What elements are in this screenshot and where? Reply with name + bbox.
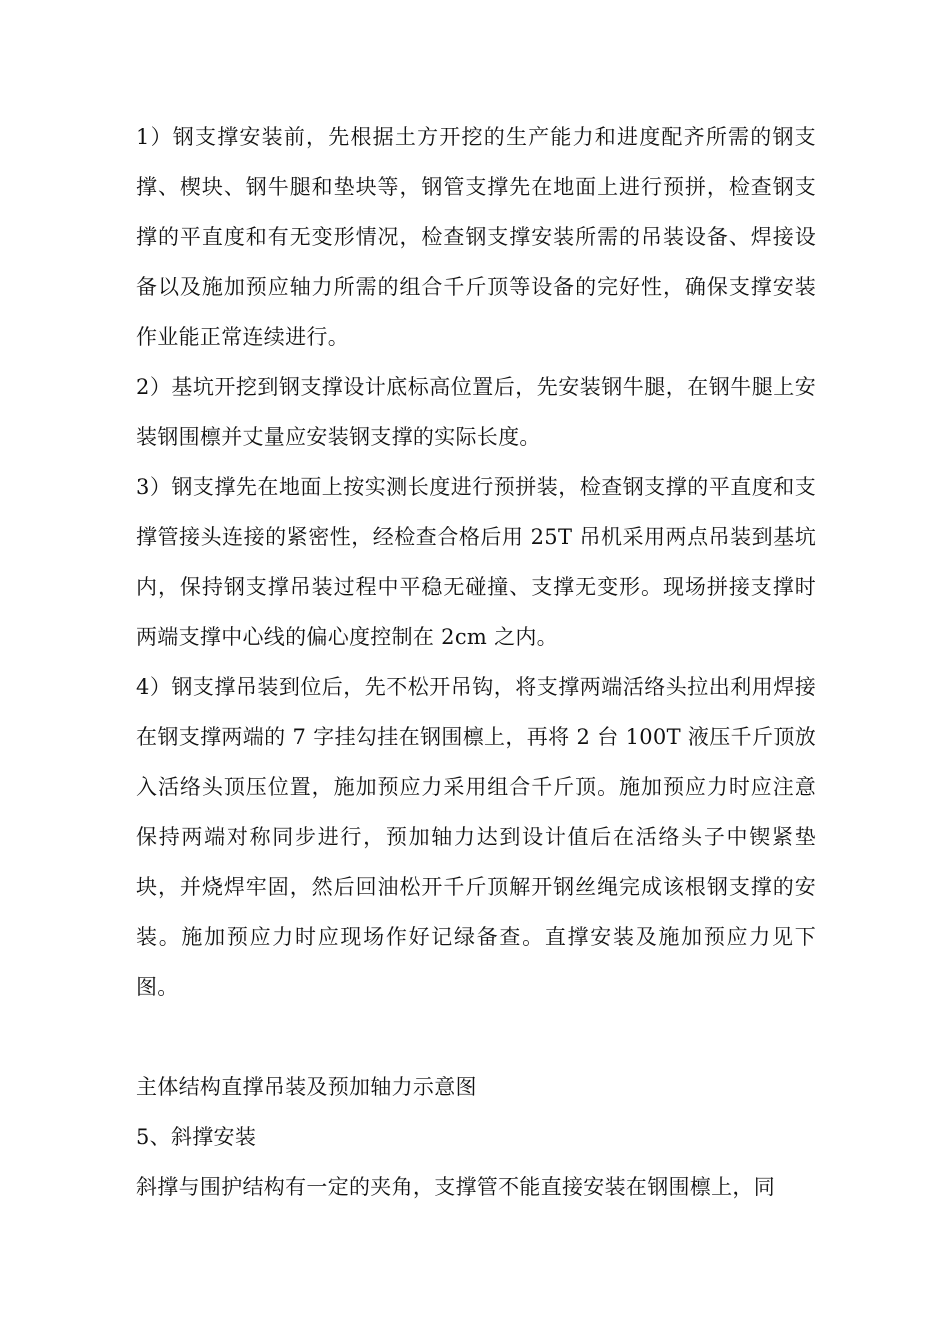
paragraph-step-4: 4）钢支撑吊装到位后，先不松开吊钩，将支撑两端活络头拉出利用焊接在钢支撑两端的 7 字挂勾挂在钢围檩上，再将 2 台 100T 液压千斤顶放入活络头顶压位置，施加预应力采用组合千斤顶。施加预应力时应注意保持两端对称同步进行，预加轴力达到设计值后在活络头子中锲紧垫块，并烧焊牢固，然后回油松开千斤顶解开钢丝绳完成该根钢支撑的安装。施加预应力时应现场作好记绿备查。直撑安装及施加预应力见下图。 (136, 675, 816, 999)
paragraph-step-3: 3）钢支撑先在地面上按实测长度进行预拼装，检查钢支撑的平直度和支撑管接头连接的紧密性，经检查合格后用 25T 吊机采用两点吊装到基坑内，保持钢支撑吊装过程中平稳无碰撞、支撑无变形。现场拼接支撑时两端支撑中心线的偏心度控制在 2cm 之内。 (136, 475, 816, 649)
figure-caption: 主体结构直撑吊装及预加轴力示意图 (136, 1075, 477, 1099)
document-body (136, 112, 816, 1212)
paragraph-step-2: 2）基坑开挖到钢支撑设计底标高位置后，先安装钢牛腿，在钢牛腿上安装钢围檩并丈量应安装钢支撑的实际长度。 (136, 375, 816, 449)
section-heading: 5、斜撑安装 (136, 1125, 257, 1149)
paragraph-step-1: 1）钢支撑安装前，先根据土方开挖的生产能力和进度配齐所需的钢支撑、楔块、钢牛腿和垫块等，钢管支撑先在地面上进行预拼，检查钢支撑的平直度和有无变形情况，检查钢支撑安装所需的吊装设备、焊接设备以及施加预应轴力所需的组合千斤顶等设备的完好性，确保支撑安装作业能正常连续进行。 (136, 125, 816, 349)
paragraph-trailing: 斜撑与围护结构有一定的夹角，支撑管不能直接安装在钢围檩上，同 (136, 1175, 775, 1199)
